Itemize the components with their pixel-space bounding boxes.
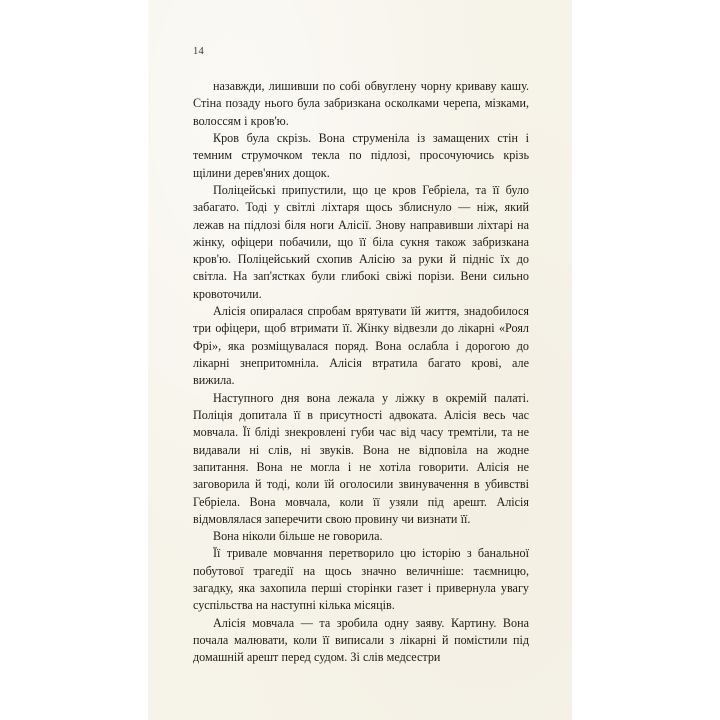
paragraph: Наступного дня вона лежала у ліжку в окремій палаті. Поліція допитала її в присутності адвоката. Алісія весь час мовчала. Її бліді знекровлені губи час від часу тремтіли, та не видавали ні слів, ні звуків. Вона не відповіла на жодне запитання. Вона не могла і не хотіла говорити. Алісія не заговорила й тоді, коли їй оголосили звинувачення в убивстві Гебріела. Вона мовчала, коли її узяли під арешт. Алісія відмовлялася заперечити свою провину чи визнати її. bbox=[193, 390, 529, 526]
paragraph: Її тривале мовчання перетворило цю історію з банальної побутової трагедії на щось значно величніше: таємницю, загадку, яка захопила перші сторінки газет і привернула увагу суспільства на наступні кілька місяців. bbox=[193, 546, 529, 613]
book-page bbox=[148, 0, 572, 720]
page-text-block bbox=[193, 78, 529, 667]
paragraph: Кров була скрізь. Вона струменіла із замащених стін і темним струмочком текла по підлозі, просочуючись крізь щілини дерев'яних дощок. bbox=[193, 130, 529, 180]
paragraph: Вона ніколи більше не говорила. bbox=[213, 529, 383, 544]
paragraph: назавжди, лишивши по собі обвуглену чорну криваву кашу. Стіна позаду нього була забризкана осколками черепа, мізками, волоссям і кров'ю. bbox=[193, 79, 529, 128]
page-number: 14 bbox=[193, 46, 205, 57]
paragraph: Поліцейські припустили, що це кров Гебріела, та її було забагато. Тоді у світлі ліхтаря щось зблиснуло — ніж, який лежав на підлозі біля ноги Алісії. Знову направивши ліхтарі на жінку, офіцери побачили, що її біла сукня також забризкана кров'ю. Поліцейський схопив Алісію за руки й підніс їх до світла. На зап'ястках були глибокі свіжі порізи. Вени сильно кровоточили. bbox=[193, 182, 529, 301]
paragraph: Алісія опиралася спробам врятувати їй життя, знадобилося три офіцери, щоб втримати її. Жінку відвезли до лікарні «Роял Фрі», яка розміщувалася поряд. Вона ослабла і дорогою до лікарні знепритомніла. Алісія втратила багато крові, але вижила. bbox=[193, 304, 529, 388]
paragraph: Алісія мовчала — та зробила одну заяву. Картину. Вона почала малювати, коли її виписали з лікарні й помістили під домашній арешт перед судом. Зі слів медсестри bbox=[193, 615, 529, 665]
